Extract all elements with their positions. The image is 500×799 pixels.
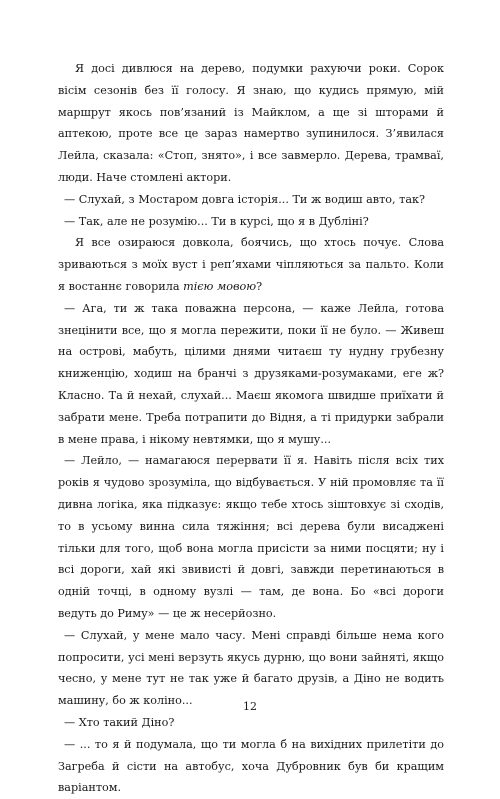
dialogue-line: — ... то я й подумала, що ти могла б на вихідних прилетіти до Загреба й сісти на автобус, хоча Дубровник був би кращим варіантом. (58, 737, 444, 795)
dialogue-line: — Слухай, у мене мало часу. Мені справді більше нема кого попросити, усі мені верзуть якусь дурню, що вони зайняті, якщо чесно, у мене тут не так уже й багато друзів, а Діно не водить машину, бо ж коліно... (58, 628, 444, 708)
dialogue-line: — Так, але не розумію... Ти в курсі, що я в Дубліні? (64, 214, 369, 228)
paragraph-text: Я все озираюся довкола, боячись, що хтось почує. Слова зриваються з моїх вуст і реп’яхами чіпляються за пальто. Коли я востаннє говорила (58, 236, 444, 293)
dialogue-line: — Ага, ти ж така поважна персона, — каже Лейла, готова знецінити все, що я могла пережити, поки її не було. — Живеш на острові, мабуть, цілими днями читаєш ту нудну грубезну книженцію, ходиш на бранчі з друзяками-розумаками, еге ж? Класно. Та й нехай, слухай... Маєш якомога швидше приїхати й забрати мене. Треба потрапити до Відня, а ті придурки забрали в мене права, і нікому невтямки, що я мушу... (58, 301, 444, 446)
paragraph (58, 232, 444, 297)
emphasis-text: тією мовою (183, 279, 257, 293)
page-number: 12 (243, 700, 257, 713)
dialogue-line: — Хто такий Діно? (64, 715, 175, 729)
dialogue-line: — Лейло, — намагаюся перервати її я. Навіть після всіх тих років я чудово зрозуміла, що відбувається. У ній промовляє та її дивна логіка, яка підказує: якщо тебе хтось зіштовхує зі сходів, то в усьому винна сила тяжіння; всі дерева були висаджені тільки для того, щоб вона могла присісти за ними посцяти; ну і всі дороги, хай які звивисті й довгі, завжди перетинаються в одній точці, в одному вузлі — там, де вона. Бо «всі дороги ведуть до Риму» — це ж несерйозно. (58, 454, 444, 620)
paragraph-text-end: ? (256, 279, 263, 293)
dialogue-line: — Слухай, з Мостаром довга історія... Ти ж водиш авто, так? (64, 192, 425, 206)
body-text (58, 58, 444, 799)
paragraph: Я досі дивлюся на дерево, подумки рахуючи роки. Сорок вісім сезонів без її голосу. Я знаю, що кудись прямую, мій маршрут якось пов’язаний із Майклом, а ще зі шторами й аптекою, проте все це зараз намертво зупинилося. З’явилася Лейла, сказала: «Стоп, знято», і все завмерло. Дерева, трамваї, люди. Наче стомлені актори. (58, 62, 444, 184)
